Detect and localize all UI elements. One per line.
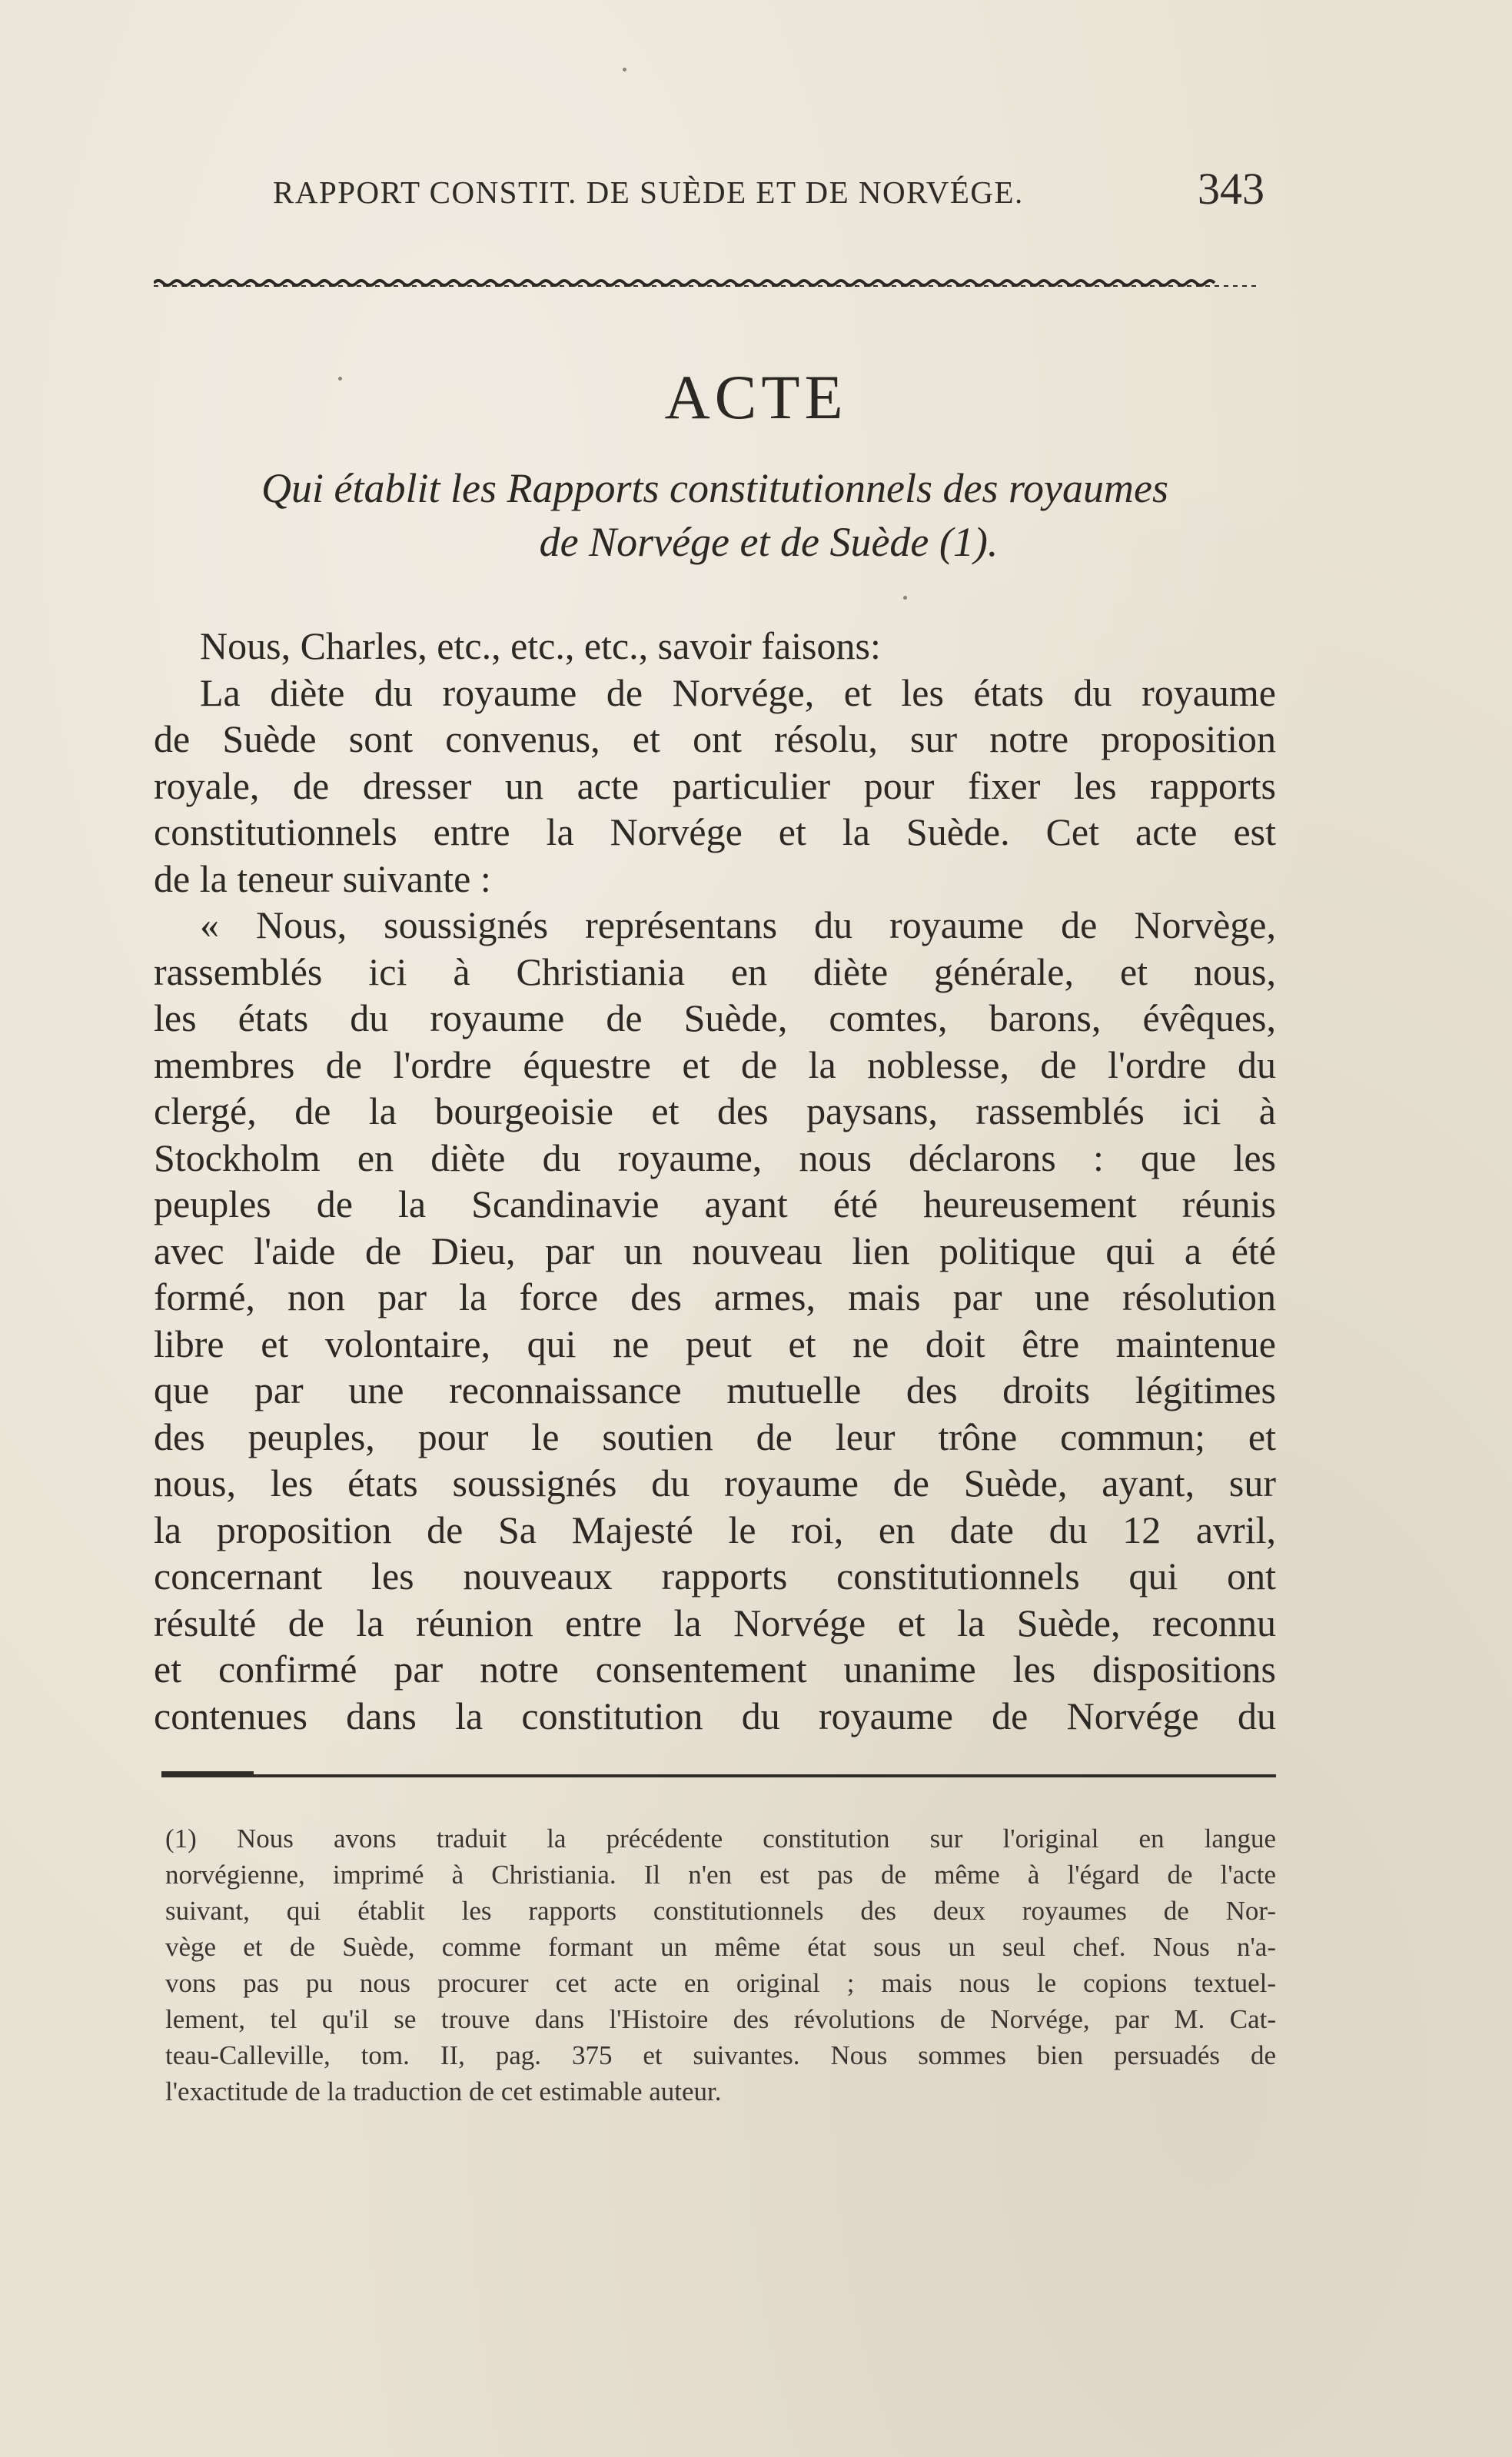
body-line: membres de l'ordre équestre et de la noblesse, de l'ordre du (154, 1042, 1276, 1086)
body-line: de la teneur suivante : (154, 856, 491, 900)
body-line: constitutionnels entre la Norvége et la Suède. Cet acte est (154, 810, 1276, 853)
act-title: ACTE (664, 362, 848, 432)
body-text (154, 623, 1276, 1739)
body-line: rassemblés ici à Christiania en diète générale, et nous, (154, 949, 1276, 993)
body-line: peuples de la Scandinavie ayant été heureusement réunis (154, 1182, 1276, 1225)
footnote-line: vège et de Suède, comme formant un même état sous un seul chef. Nous n'a- (165, 1932, 1276, 1962)
subtitle-line: Qui établit les Rapports constitutionnels des royaumes (261, 465, 1168, 511)
body-line: libre et volontaire, qui ne peut et ne doit être maintenue (154, 1322, 1276, 1365)
ornamental-rule (154, 277, 1261, 292)
body-line: royale, de dresser un acte particulier pour fixer les rapports (154, 763, 1276, 807)
body-line: de Suède sont convenus, et ont résolu, sur notre proposition (154, 717, 1276, 760)
body-line: Stockholm en diète du royaume, nous déclarons : que les (154, 1135, 1276, 1179)
running-title: RAPPORT CONSTIT. DE SUÈDE ET DE NORVÉGE. (273, 175, 1024, 210)
paper-speck (338, 377, 342, 381)
body-line: que par une reconnaissance mutuelle des droits légitimes (154, 1368, 1276, 1411)
paper-speck (623, 68, 626, 71)
footnote-line: (1) Nous avons traduit la précédente constitution sur l'original en langue (165, 1824, 1276, 1854)
footnote-rule (161, 1774, 1276, 1777)
body-line: les états du royaume de Suède, comtes, barons, évêques, (154, 996, 1276, 1039)
footnote-line: l'exactitude de la traduction de cet estimable auteur. (165, 2076, 722, 2106)
body-line: Nous, Charles, etc., etc., etc., savoir faisons: (200, 624, 881, 667)
running-head (273, 163, 1264, 217)
body-line: « Nous, soussignés représentans du royaume de Norvège, (200, 903, 1276, 946)
footnote-line: norvégienne, imprimé à Christiania. Il n'en est pas de même à l'égard de l'acte (165, 1860, 1276, 1890)
body-line: concernant les nouveaux rapports constitutionnels qui ont (154, 1554, 1276, 1598)
body-line: nous, les états soussignés du royaume de Suède, ayant, sur (154, 1461, 1276, 1504)
body-line: et confirmé par notre consentement unanime les dispositions (154, 1647, 1276, 1691)
page-number: 343 (1198, 164, 1264, 214)
body-line: La diète du royaume de Norvége, et les états du royaume (200, 670, 1276, 714)
body-line: contenues dans la constitution du royaume de Norvége du (154, 1694, 1276, 1737)
body-line: des peuples, pour le soutien de leur trône commun; et (154, 1415, 1276, 1458)
footnote (165, 1820, 1276, 2110)
footnote-line: vons pas pu nous procurer cet acte en original ; mais nous le copions textuel- (165, 1968, 1276, 1998)
body-line: formé, non par la force des armes, mais par une résolution (154, 1275, 1276, 1318)
footnote-line: teau-Calleville, tom. II, pag. 375 et suivantes. Nous sommes bien persuadés de (165, 2040, 1276, 2070)
body-line: résulté de la réunion entre la Norvége et la Suède, reconnu (154, 1601, 1276, 1644)
act-subtitle (154, 461, 1276, 569)
body-line: avec l'aide de Dieu, par un nouveau lien politique qui a été (154, 1228, 1276, 1272)
subtitle-line: de Norvége et de Suède (1). (539, 519, 999, 565)
body-line: clergé, de la bourgeoisie et des paysans, rassemblés ici à (154, 1089, 1276, 1132)
paper-speck (903, 596, 907, 600)
footnote-line: suivant, qui établit les rapports constitutionnels des deux royaumes de Nor- (165, 1896, 1276, 1926)
body-line: la proposition de Sa Majesté le roi, en date du 12 avril, (154, 1508, 1276, 1551)
footnote-line: lement, tel qu'il se trouve dans l'Histoire des révolutions de Norvége, par M. Cat- (165, 2004, 1276, 2034)
